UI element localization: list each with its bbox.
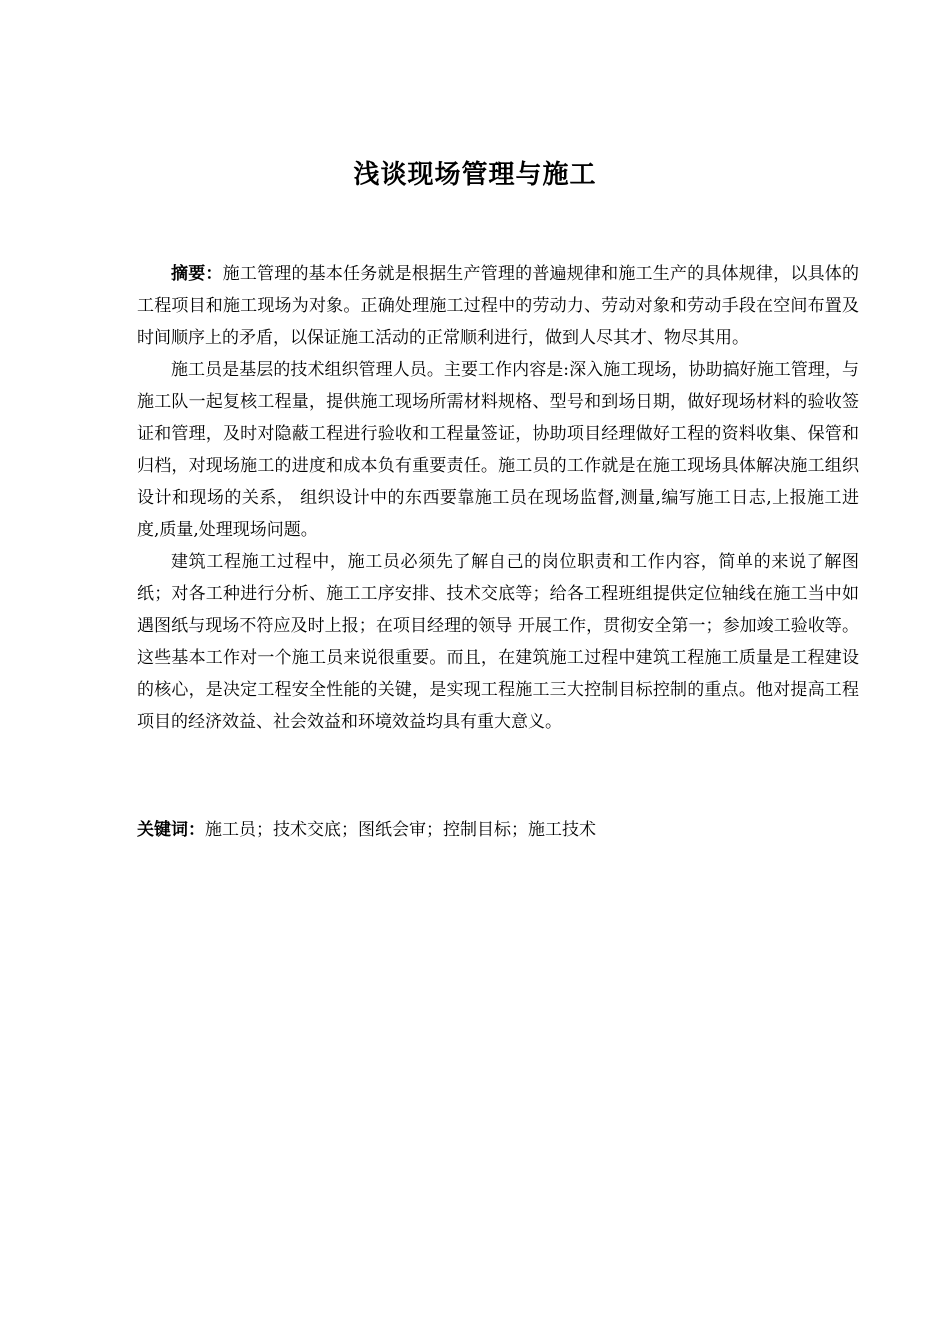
abstract-text: 施工管理的基本任务就是根据生产管理的普遍规律和施工生产的具体规律，以具体的工程项目和施工现场为对象。正确处理施工过程中的劳动力、劳动对象和劳动手段在空间布置及时间顺序上的矛盾，以保证施工活动的正常顺利进行，做到人尽其才、物尽其用。 bbox=[137, 264, 860, 348]
body-paragraph-2: 施工员是基层的技术组织管理人员。主要工作内容是:深入施工现场，协助搞好施工管理，与施工队一起复核工程量，提供施工现场所需材料规格、型号和到场日期，做好现场材料的验收签证和管理，及时对隐蔽工程进行验收和工程量签证，协助项目经理做好工程的资料收集、保管和归档，对现场施工的进度和成本负有重要责任。施工员的工作就是在施工现场具体解决施工组织设计和现场的关系， 组织设计中的东西要靠施工员在现场监督,测量,编写施工日志,上报施工进度,质量,处理现场问题。 bbox=[137, 360, 859, 540]
keywords-text: 施工员；技术交底；图纸会审；控制目标；施工技术 bbox=[205, 820, 596, 840]
keywords-label: 关键词： bbox=[137, 820, 205, 840]
keywords-line bbox=[137, 814, 859, 846]
body-paragraph-3: 建筑工程施工过程中，施工员必须先了解自己的岗位职责和工作内容，简单的来说了解图纸；对各工种进行分析、施工工序安排、技术交底等；给各工程班组提供定位轴线在施工当中如遇图纸与现场不符应及时上报；在项目经理的领导 开展工作，贯彻安全第一；参加竣工验收等。这些基本工作对一个施工员来说很重要。而且，在建筑施工过程中建筑工程施工质量是工程建设的核心，是决定工程安全性能的关键，是实现工程施工三大控制目标控制的重点。他对提高工程项目的经济效益、社会效益和环境效益均具有重大意义。 bbox=[137, 552, 859, 732]
abstract-label: 摘要： bbox=[171, 264, 223, 284]
abstract-paragraph bbox=[137, 258, 859, 354]
document-title: 浅谈现场管理与施工 bbox=[353, 160, 597, 190]
document-body bbox=[137, 258, 859, 738]
